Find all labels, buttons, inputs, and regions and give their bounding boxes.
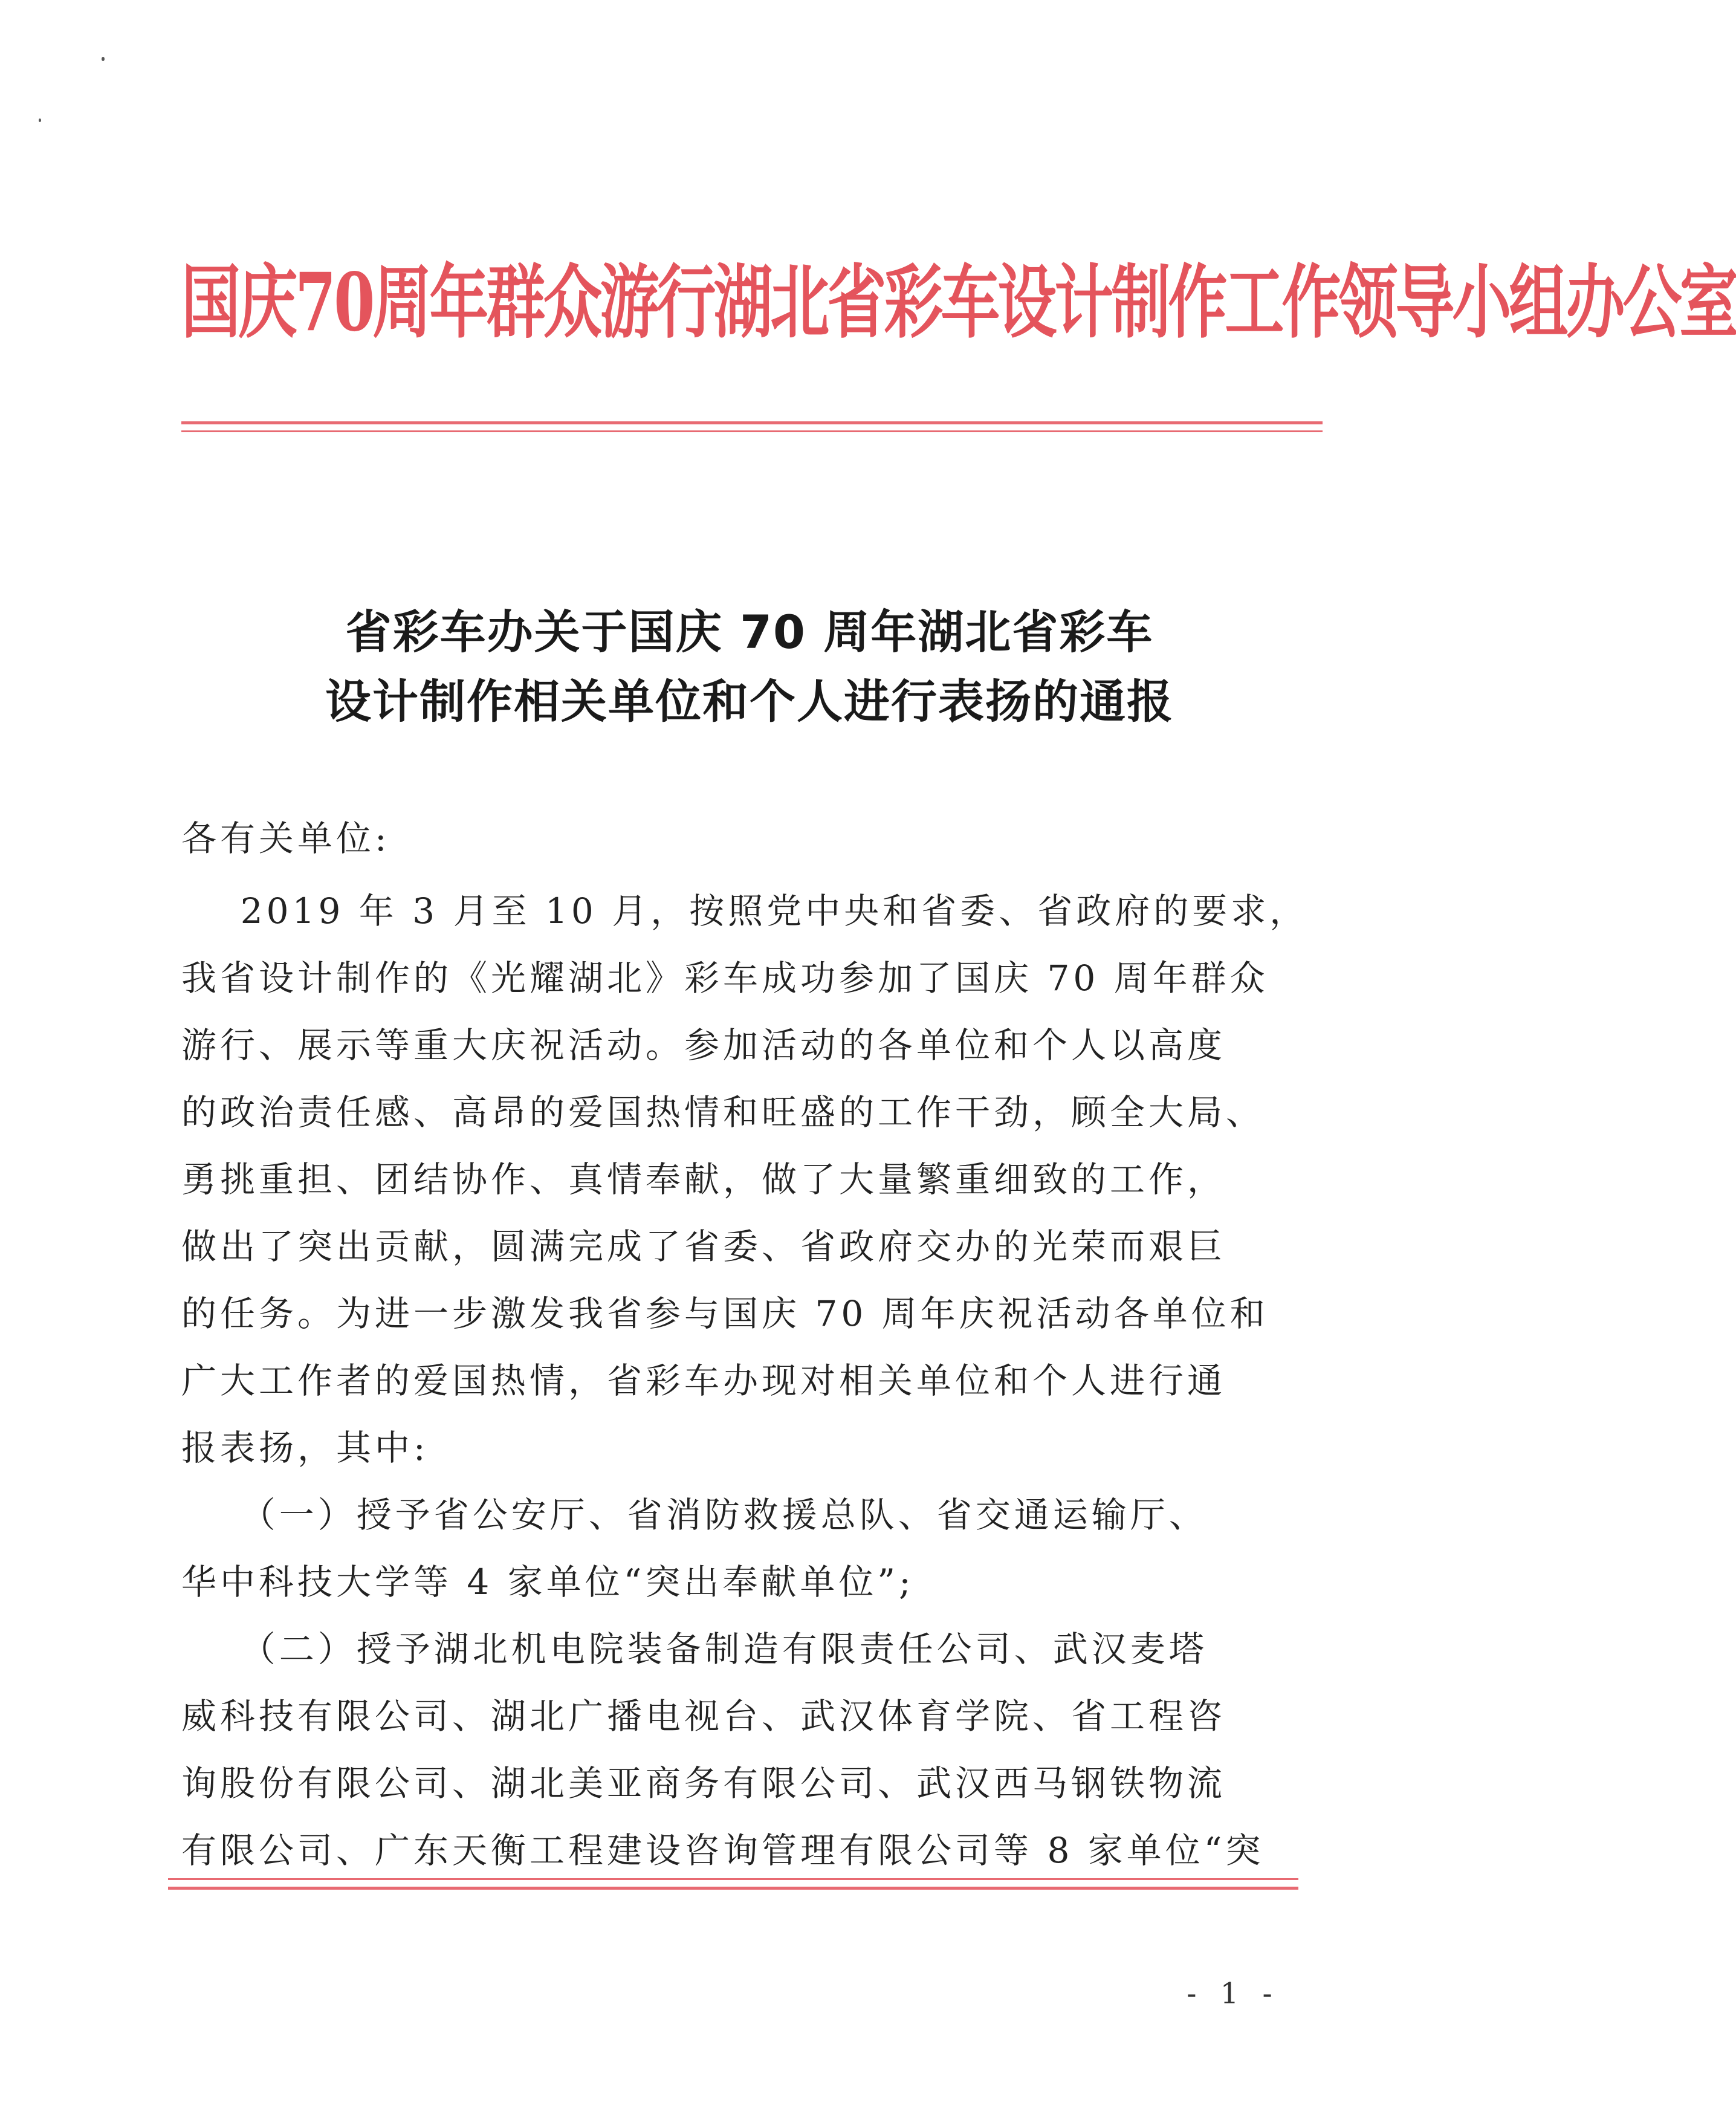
- scan-speck: [102, 57, 105, 61]
- body-line: 的任务。为进一步激发我省参与国庆 70 周年庆祝活动各单位和: [181, 1293, 1269, 1334]
- page-number: - 1 -: [1187, 1977, 1280, 2011]
- body-line: 做出了突出贡献，圆满完成了省委、省政府交办的光荣而艰巨: [181, 1226, 1226, 1267]
- footer-red-rule: [168, 1878, 1298, 1880]
- issuing-organization-header: 国庆70周年群众游行湖北省彩车设计制作工作领导小组办公室: [181, 256, 1736, 350]
- body-line: 广大工作者的爱国热情，省彩车办现对相关单位和个人进行通: [181, 1360, 1226, 1401]
- body-line: （二）授予湖北机电院装备制造有限责任公司、武汉麦塔: [181, 1629, 1208, 1670]
- body-line: 我省设计制作的《光耀湖北》彩车成功参加了国庆 70 周年群众: [181, 958, 1269, 999]
- body-line: 勇挑重担、团结协作、真情奉献，做了大量繁重细致的工作，: [181, 1159, 1226, 1200]
- header-red-rule-secondary: [181, 430, 1323, 432]
- footer-red-rule-secondary: [168, 1887, 1298, 1890]
- scan-speck: [39, 118, 41, 122]
- header-red-rule: [181, 421, 1323, 424]
- salutation: 各有关单位:: [181, 818, 390, 859]
- body-line: 报表扬，其中:: [181, 1427, 429, 1468]
- body-line: 的政治责任感、高昂的爱国热情和旺盛的工作干劲，顾全大局、: [181, 1092, 1265, 1133]
- body-line: 游行、展示等重大庆祝活动。参加活动的各单位和个人以高度: [181, 1025, 1226, 1066]
- document-title-line-2: 设计制作相关单位和个人进行表扬的通报: [325, 675, 1174, 728]
- body-line: 华中科技大学等 4 家单位“突出奉献单位”;: [181, 1561, 915, 1603]
- body-line: 威科技有限公司、湖北广播电视台、武汉体育学院、省工程咨: [181, 1696, 1226, 1737]
- body-line: 有限公司、广东天衡工程建设咨询管理有限公司等 8 家单位“突: [181, 1830, 1265, 1871]
- body-line: （一）授予省公安厅、省消防救援总队、省交通运输厅、: [181, 1494, 1208, 1535]
- document-title-line-1: 省彩车办关于国庆 70 周年湖北省彩车: [345, 605, 1154, 659]
- body-line: 询股份有限公司、湖北美亚商务有限公司、武汉西马钢铁物流: [181, 1763, 1226, 1804]
- body-line: 2019 年 3 月至 10 月，按照党中央和省委、省政府的要求，: [181, 890, 1309, 932]
